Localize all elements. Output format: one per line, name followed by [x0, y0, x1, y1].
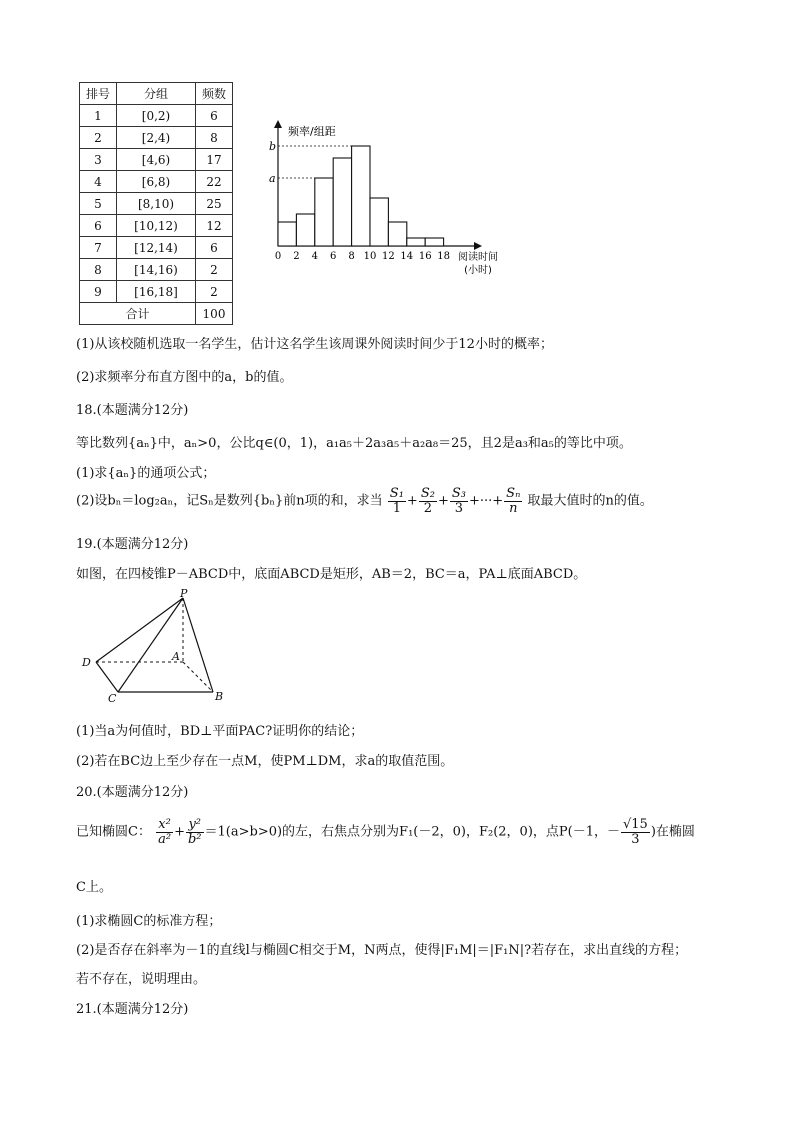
table-cell: 9 [80, 281, 117, 303]
pyramid-figure [76, 588, 236, 703]
x-tick-label: 14 [400, 251, 414, 262]
q20-part1: (1)求椭圆C的标准方程； [76, 914, 222, 929]
q20-stem: 已知椭圆C： $\frac{\text{x²}}{\text{a²}}$ + $\frac{\text{y²}}{\text{b²}}$ ＝1(a>b>0)的左，右焦点分别为F₁(－2，0)，F₂(2，0)，点P(－1，－ $\frac{√15}{3}$ )在椭圆 [76, 817, 695, 847]
histogram-bar [352, 146, 370, 246]
x-axis-unit: (小时) [464, 265, 492, 276]
label-P: P [180, 588, 188, 600]
q18-heading: 18.(本题满分12分) [76, 403, 189, 418]
table-cell: 3 [80, 149, 117, 171]
frac-s2: $\frac{\text{S₂}}{2}$ [420, 486, 435, 516]
q21-heading: 21.(本题满分12分) [76, 1002, 189, 1017]
q19-part1: (1)当a为何值时，BD⊥平面PAC?证明你的结论； [76, 724, 364, 739]
table-cell: [8,10) [117, 193, 196, 215]
q20-stem-cont: C上。 [76, 880, 112, 895]
x-tick-label: 18 [437, 251, 450, 262]
x-axis-title: 阅读时间 [458, 252, 498, 263]
y-axis-title: 频率/组距 [288, 125, 336, 138]
frac-s1: $\frac{\text{S₁}}{1}$ [389, 486, 404, 516]
histogram-bar [315, 178, 333, 246]
frac-x2-a2: $\frac{\text{x²}}{\text{a²}}$ [158, 817, 172, 847]
q17-part1: (1)从该校随机选取一名学生，估计这名学生该周课外阅读时间少于12小时的概率； [76, 337, 553, 352]
q20-part2: (2)是否存在斜率为－1的直线l与椭圆C相交于M，N两点，使得|F₁M|＝|F₁N|?若存在，求出直线的方程； [76, 943, 688, 958]
y-axis-arrow [274, 120, 282, 128]
frac-sn: $\frac{\text{Sₙ}}{n}$ [506, 486, 521, 516]
x-tick-label: 0 [274, 251, 282, 262]
table-cell: [14,16) [117, 259, 196, 281]
table-row [80, 149, 233, 171]
histogram-bar [370, 198, 388, 246]
table-cell: 17 [196, 149, 233, 171]
frequency-table [79, 82, 233, 325]
total-label: 合计 [80, 303, 196, 325]
total-value: 100 [196, 303, 233, 325]
frac-y2-b2: $\frac{\text{y²}}{\text{b²}}$ [187, 817, 202, 847]
edge-PC [118, 598, 183, 692]
table-row [80, 105, 233, 127]
q19-stem: 如图，在四棱锥P－ABCD中，底面ABCD是矩形，AB＝2，BC＝a，PA⊥底面ABCD。 [76, 567, 587, 582]
table-cell: 6 [80, 215, 117, 237]
x-tick-label: 6 [330, 251, 337, 262]
table-row [80, 281, 233, 303]
table-cell: 7 [80, 237, 117, 259]
x-tick-label: 4 [311, 251, 318, 262]
table-cell: 8 [80, 259, 117, 281]
x-tick-label: 10 [363, 251, 377, 262]
table-cell: 频数 [196, 83, 233, 105]
histogram-bar [388, 222, 406, 246]
table-cell: 12 [196, 215, 233, 237]
table-cell: 4 [80, 171, 117, 193]
table-cell: 分组 [117, 83, 196, 105]
table-row [80, 237, 233, 259]
table-cell: 2 [196, 281, 233, 303]
table-cell: [6,8) [117, 171, 196, 193]
table-cell: 5 [80, 193, 117, 215]
table-cell: 8 [196, 127, 233, 149]
table-row [80, 127, 233, 149]
histogram-bar [425, 238, 443, 246]
label-D: D [82, 656, 91, 669]
frac-root15: $\frac{√15}{3}$ [622, 817, 648, 847]
table-cell: 排号 [80, 83, 117, 105]
x-tick-label: 2 [293, 251, 300, 262]
y-mark-label: b [269, 140, 277, 153]
label-B: B [215, 690, 224, 703]
histogram-bar [296, 214, 314, 246]
histogram-bar [278, 222, 296, 246]
frequency-histogram [262, 118, 512, 278]
frac-s3: $\frac{\text{S₃}}{3}$ [451, 486, 466, 516]
table-cell: [4,6) [117, 149, 196, 171]
table-cell: 1 [80, 105, 117, 127]
table-row [80, 83, 233, 105]
table-cell: [0,2) [117, 105, 196, 127]
table-cell: [2,4) [117, 127, 196, 149]
table-cell: 6 [196, 105, 233, 127]
q17-part2: (2)求频率分布直方图中的a，b的值。 [76, 370, 293, 385]
table-cell: 25 [196, 193, 233, 215]
edge-PD [96, 598, 183, 662]
histogram-bar [333, 158, 351, 246]
y-mark-label: a [269, 172, 276, 185]
table-cell: 6 [196, 237, 233, 259]
table-row [80, 259, 233, 281]
table-cell: [16,18] [117, 281, 196, 303]
q20-part2-cont: 若不存在，说明理由。 [76, 972, 207, 987]
q19-heading: 19.(本题满分12分) [76, 537, 189, 552]
edge-DC [96, 662, 118, 692]
q18-part2: (2)设bₙ＝log₂aₙ，记Sₙ是数列{bₙ}前n项的和，求当 $\frac{\text{S₁}}{1}$ + $\frac{\text{S₂}}{2}$ + $\frac{\text{S₃}}{3}$ +···+ $\frac{\text{Sₙ}}{n}$ 取最大值时的n的值。 [76, 486, 653, 516]
table-cell: [12,14) [117, 237, 196, 259]
x-tick-label: 8 [348, 251, 355, 262]
label-A: A [172, 650, 180, 663]
x-tick-label: 12 [382, 251, 395, 262]
table-cell: 2 [80, 127, 117, 149]
x-tick-label: 16 [418, 251, 432, 262]
x-axis-arrow [474, 242, 482, 250]
table-total-row [80, 303, 233, 325]
q18-stem: 等比数列{aₙ}中，aₙ>0，公比q∈(0，1)，a₁a₅＋2a₃a₅＋a₂a₈＝25，且2是a₃和a₅的等比中项。 [76, 436, 632, 451]
table-cell: 22 [196, 171, 233, 193]
table-row [80, 193, 233, 215]
label-C: C [108, 692, 117, 703]
q20-heading: 20.(本题满分12分) [76, 785, 189, 800]
q18-part1: (1)求{aₙ}的通项公式； [76, 466, 216, 481]
table-row [80, 215, 233, 237]
table-row [80, 171, 233, 193]
table-cell: [10,12) [117, 215, 196, 237]
histogram-bar [407, 238, 425, 246]
edge-PB [183, 598, 213, 692]
q19-part2: (2)若在BC边上至少存在一点M，使PM⊥DM，求a的取值范围。 [76, 754, 454, 769]
table-cell: 2 [196, 259, 233, 281]
